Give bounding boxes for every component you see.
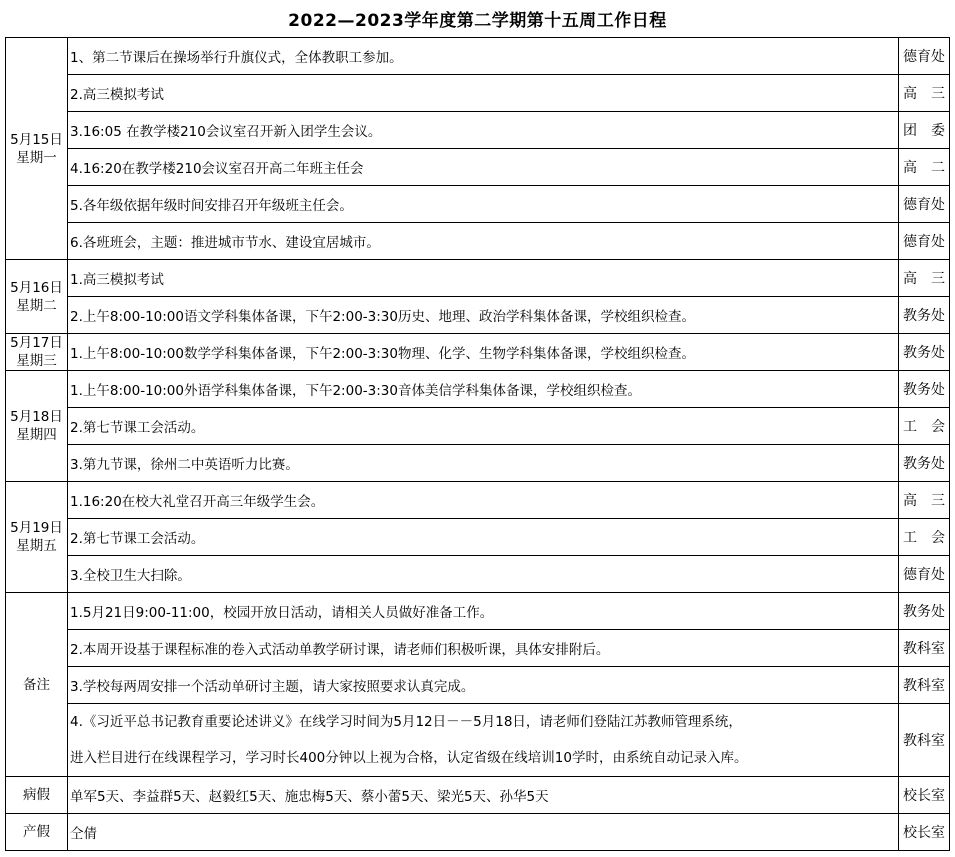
task-text: 1.上午8:00-10:00数学学科集体备课，下午2:00-3:30物理、化学、生物学科集体备课，学校组织检查。 <box>68 334 899 371</box>
task-text: 1.上午8:00-10:00外语学科集体备课，下午2:00-3:30音体美信学科集体备课，学校组织检查。 <box>68 371 899 408</box>
department-cell: 教科室 <box>899 667 950 704</box>
sick-leave-text: 单军5天、李益群5天、赵毅红5天、施忠梅5天、蔡小蕾5天、梁光5天、孙华5天 <box>68 777 899 814</box>
table-row <box>6 593 950 630</box>
note-text-long <box>68 704 899 777</box>
weekday-label: 星期四 <box>16 427 57 443</box>
department-cell: 工 会 <box>899 408 950 445</box>
task-text: 3.16:05 在教学楼210会议室召开新入团学生会议。 <box>68 112 899 149</box>
table-row <box>6 704 950 777</box>
task-text: 6.各班班会，主题：推进城市节水、建设宜居城市。 <box>68 223 899 260</box>
table-row <box>6 519 950 556</box>
department-cell: 德育处 <box>899 223 950 260</box>
date-label: 5月17日 <box>10 335 63 351</box>
task-text: 5.各年级依据年级时间安排召开年级班主任会。 <box>68 186 899 223</box>
department-cell: 工 会 <box>899 519 950 556</box>
note-text: 1.5月21日9:00-11:00，校园开放日活动，请相关人员做好准备工作。 <box>68 593 899 630</box>
table-row <box>6 149 950 186</box>
note-line-2: 进入栏目进行在线课程学习，学习时长400分钟以上视为合格，认定省级在线培训10学时，由系统自动记录入库。 <box>70 750 748 766</box>
department-cell: 教务处 <box>899 593 950 630</box>
table-row <box>6 371 950 408</box>
note-line-1: 4.《习近平总书记教育重要论述讲义》在线学习时间为5月12日－－5月18日，请老师们登陆江苏教师管理系统， <box>70 714 742 730</box>
table-row <box>6 445 950 482</box>
table-row <box>6 556 950 593</box>
task-text: 3.第九节课，徐州二中英语听力比赛。 <box>68 445 899 482</box>
table-row <box>6 334 950 371</box>
task-text: 2.第七节课工会活动。 <box>68 408 899 445</box>
date-cell-wednesday <box>6 334 68 371</box>
date-cell-tuesday <box>6 260 68 334</box>
task-text: 1、第二节课后在操场举行升旗仪式，全体教职工参加。 <box>68 38 899 75</box>
department-cell: 德育处 <box>899 38 950 75</box>
table-row <box>6 186 950 223</box>
task-text: 2.高三模拟考试 <box>68 75 899 112</box>
task-text: 1.16:20在校大礼堂召开高三年级学生会。 <box>68 482 899 519</box>
table-row <box>6 223 950 260</box>
table-row <box>6 297 950 334</box>
department-cell: 校长室 <box>899 777 950 814</box>
table-row <box>6 260 950 297</box>
department-cell: 教务处 <box>899 445 950 482</box>
date-label: 5月15日 <box>10 131 63 148</box>
task-text: 4.16:20在教学楼210会议室召开高二年班主任会 <box>68 149 899 186</box>
date-label: 5月18日 <box>10 409 63 425</box>
sick-leave-label: 病假 <box>6 777 68 814</box>
department-cell: 教科室 <box>899 630 950 667</box>
department-cell: 高 三 <box>899 75 950 112</box>
department-cell: 德育处 <box>899 186 950 223</box>
table-row <box>6 777 950 814</box>
weekday-label: 星期五 <box>16 538 57 554</box>
department-cell: 高 三 <box>899 482 950 519</box>
table-row <box>6 814 950 851</box>
department-cell: 教务处 <box>899 371 950 408</box>
task-text: 1.高三模拟考试 <box>68 260 899 297</box>
weekday-label: 星期三 <box>16 353 57 369</box>
task-text: 2.第七节课工会活动。 <box>68 519 899 556</box>
sheet-title: 2022—2023学年度第二学期第十五周工作日程 <box>288 11 667 31</box>
date-label: 5月19日 <box>10 520 63 536</box>
table-row <box>6 38 950 75</box>
department-cell: 教务处 <box>899 334 950 371</box>
notes-label-cell: 备注 <box>6 593 68 777</box>
note-text: 2.本周开设基于课程标准的卷入式活动单教学研讨课，请老师们积极听课，具体安排附后。 <box>68 630 899 667</box>
table-row <box>6 75 950 112</box>
department-cell: 团 委 <box>899 112 950 149</box>
task-text: 3.全校卫生大扫除。 <box>68 556 899 593</box>
date-cell-monday <box>6 38 68 260</box>
department-cell: 教务处 <box>899 297 950 334</box>
note-text: 3.学校每两周安排一个活动单研讨主题，请大家按照要求认真完成。 <box>68 667 899 704</box>
weekday-label: 星期一 <box>16 149 57 166</box>
table-row <box>6 667 950 704</box>
table-row <box>6 408 950 445</box>
date-cell-friday <box>6 482 68 593</box>
table-row <box>6 112 950 149</box>
schedule-table <box>5 37 950 851</box>
date-cell-thursday <box>6 371 68 482</box>
department-cell: 教科室 <box>899 704 950 777</box>
department-cell: 高 三 <box>899 260 950 297</box>
table-row <box>6 482 950 519</box>
department-cell: 德育处 <box>899 556 950 593</box>
weekday-label: 星期二 <box>16 297 57 314</box>
department-cell: 高 二 <box>899 149 950 186</box>
department-cell: 校长室 <box>899 814 950 851</box>
date-label: 5月16日 <box>10 279 63 296</box>
maternity-leave-text: 仝倩 <box>68 814 899 851</box>
maternity-leave-label: 产假 <box>6 814 68 851</box>
task-text: 2.上午8:00-10:00语文学科集体备课，下午2:00-3:30历史、地理、政治学科集体备课，学校组织检查。 <box>68 297 899 334</box>
table-row <box>6 630 950 667</box>
